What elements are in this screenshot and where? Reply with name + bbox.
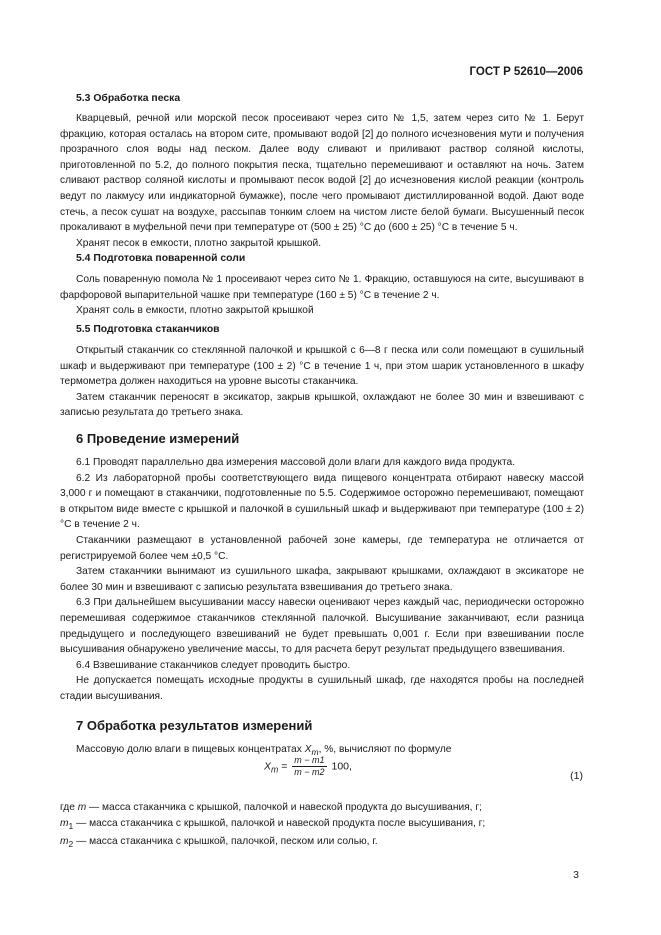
formula-fraction (292, 755, 326, 778)
symbol-x: X (304, 744, 312, 755)
formula-factor: 100, (331, 760, 352, 773)
section-5-3-body (60, 111, 584, 251)
paragraph: 6.1 Проводят параллельно два измерения массовой доли влаги для каждого вида продукта. (76, 457, 516, 468)
section-6-body (60, 455, 584, 705)
definition-m1: $m_1$ — масса стаканчика с крышкой, палочкой и навеской продукта после высушивания, г; (60, 817, 486, 831)
paragraph: Кварцевый, речной или морской песок просеивают через сито № 1,5, затем через сито № 1. Берут фракцию, которая осталась на втором сите, промывают водой [2] до полного исчезновения мути и получения прозрачного слоя воды над песком. Далее воду сливают и приливают раствор соляной кислоты, приготовленной по 5.2, до полного покрытия песка, тщательно перемешивают и оставляют на ночь. Затем сливают раствор соляной кислоты и промывают песок водой [2] до исчезновения кислой реакции (контроль ведут по лакмусу или индикаторной бумажке), после чего промывают дистиллированной водой. Дают воде стечь, а песок сушат на воздухе, рассыпав тонким слоем на чистом листе белой бумаги. Высушенный песок прокаливают в муфельной печи при температуре от (500 ± 25) °С до (600 ± 25) °С в течение 5 ч. (60, 113, 584, 234)
section-5-3-title: 5.3 Обработка песка (76, 93, 181, 104)
paragraph: Не допускается помещать исходные продукты в сушильный шкаф, где находятся пробы на последней стадии высушивания. (60, 675, 584, 702)
definition-m2: $m_2$ — масса стаканчика с крышкой, палочкой, песком или солью, г. (60, 836, 378, 850)
paragraph: Хранят соль в емкости, плотно закрытой крышкой (76, 305, 314, 317)
formula-lhs-sub: m (271, 764, 279, 775)
paragraph: Затем стаканчик переносят в эксикатор, закрыв крышкой, охлаждают не более 30 мин и взвешивают с записью результата до третьего знака. (60, 391, 584, 419)
paragraph: Соль поваренную помола № 1 просеивают через сито № 1. Фракцию, оставшуюся на сите, высушивают в фарфоровой выпарительной чашке при температуре (160 ± 5) °С в течение 2 ч. (60, 274, 584, 301)
formula-lhs: X (264, 760, 272, 773)
formula-numerator: m − m1 (294, 755, 325, 765)
definition-m: где m — масса стаканчика с крышкой, палочкой и навеской продукта до высушивания, г; (60, 802, 482, 813)
paragraph: Открытый стаканчик со стеклянной палочкой и крышкой с 6—8 г песка или соли помещают в сушильный шкаф и выдерживают при температуре (100 ± 2) °С в течение 1 ч, при этом шарик установленного в шкафу термометра должен находиться на уровне высоты стаканчика. (60, 345, 584, 388)
paragraph: 6.3 При дальнейшем высушивании массу навески оценивают через каждый час, периодически осторожно перемешивая содержимое стаканчиков стеклянной палочкой. Высушивание заканчивают, если разница предыдущего и последующего взвешиваний не будет превышать 0,001 г. Если при взвешивании после высушивания обнаружено увеличение массы, то для расчета берут результат предыдущего взвешивания. (60, 597, 584, 656)
paragraph: Стаканчики размещают в установленной рабочей зоне камеры, где температура не отличается от регистрируемой более чем ±0,5 °С. (60, 534, 584, 562)
paragraph: 6.4 Взвешивание стаканчиков следует проводить быстро. (76, 659, 351, 671)
standard-header: ГОСТ Р 52610—2006 (469, 66, 583, 78)
formula: $X_m$ = $\frac{m - m1}{m - m2}$ 100, (264, 755, 352, 777)
section-5-5-title: 5.5 Подготовка стаканчиков (76, 324, 220, 335)
paragraph: 6.2 Из лабораторной пробы соответствующего вида пищевого концентрата отбирают навеску массой 3,000 г и помещают в стаканчики, подготовленные по 5.5. Содержимое осторожно перемешивают, помещают в открытом виде вместе с крышкой и палочкой в сушильный шкаф и выдерживают при температуре (100 ± 2) °С в течение 2 ч. (60, 472, 584, 531)
intro-tail: , %, вычисляют по формуле (318, 744, 452, 755)
section-5-4-title: 5.4 Подготовка поваренной соли (76, 253, 246, 264)
section-6-title: 6 Проведение измерений (76, 431, 240, 446)
page-number: 3 (573, 869, 579, 881)
section-7-title: 7 Обработка результатов измерений (76, 718, 313, 733)
formula-number: (1) (570, 770, 583, 782)
paragraph: Хранят песок в емкости, плотно закрытой крышкой. (76, 237, 322, 249)
symbol-x-sub: m (311, 747, 319, 758)
section-5-5-body (60, 343, 584, 421)
definitions-list (60, 800, 584, 853)
paragraph: Затем стаканчики вынимают из сушильного шкафа, закрывают крышками, охлаждают в эксикаторе не более 30 мин и взвешивают с записью результата взвешивания до третьего знака. (60, 566, 584, 593)
section-5-4-body (60, 272, 584, 319)
formula-denominator: m − m2 (294, 767, 325, 777)
intro-text: Массовую долю влаги в пищевых концентратах (76, 744, 302, 755)
